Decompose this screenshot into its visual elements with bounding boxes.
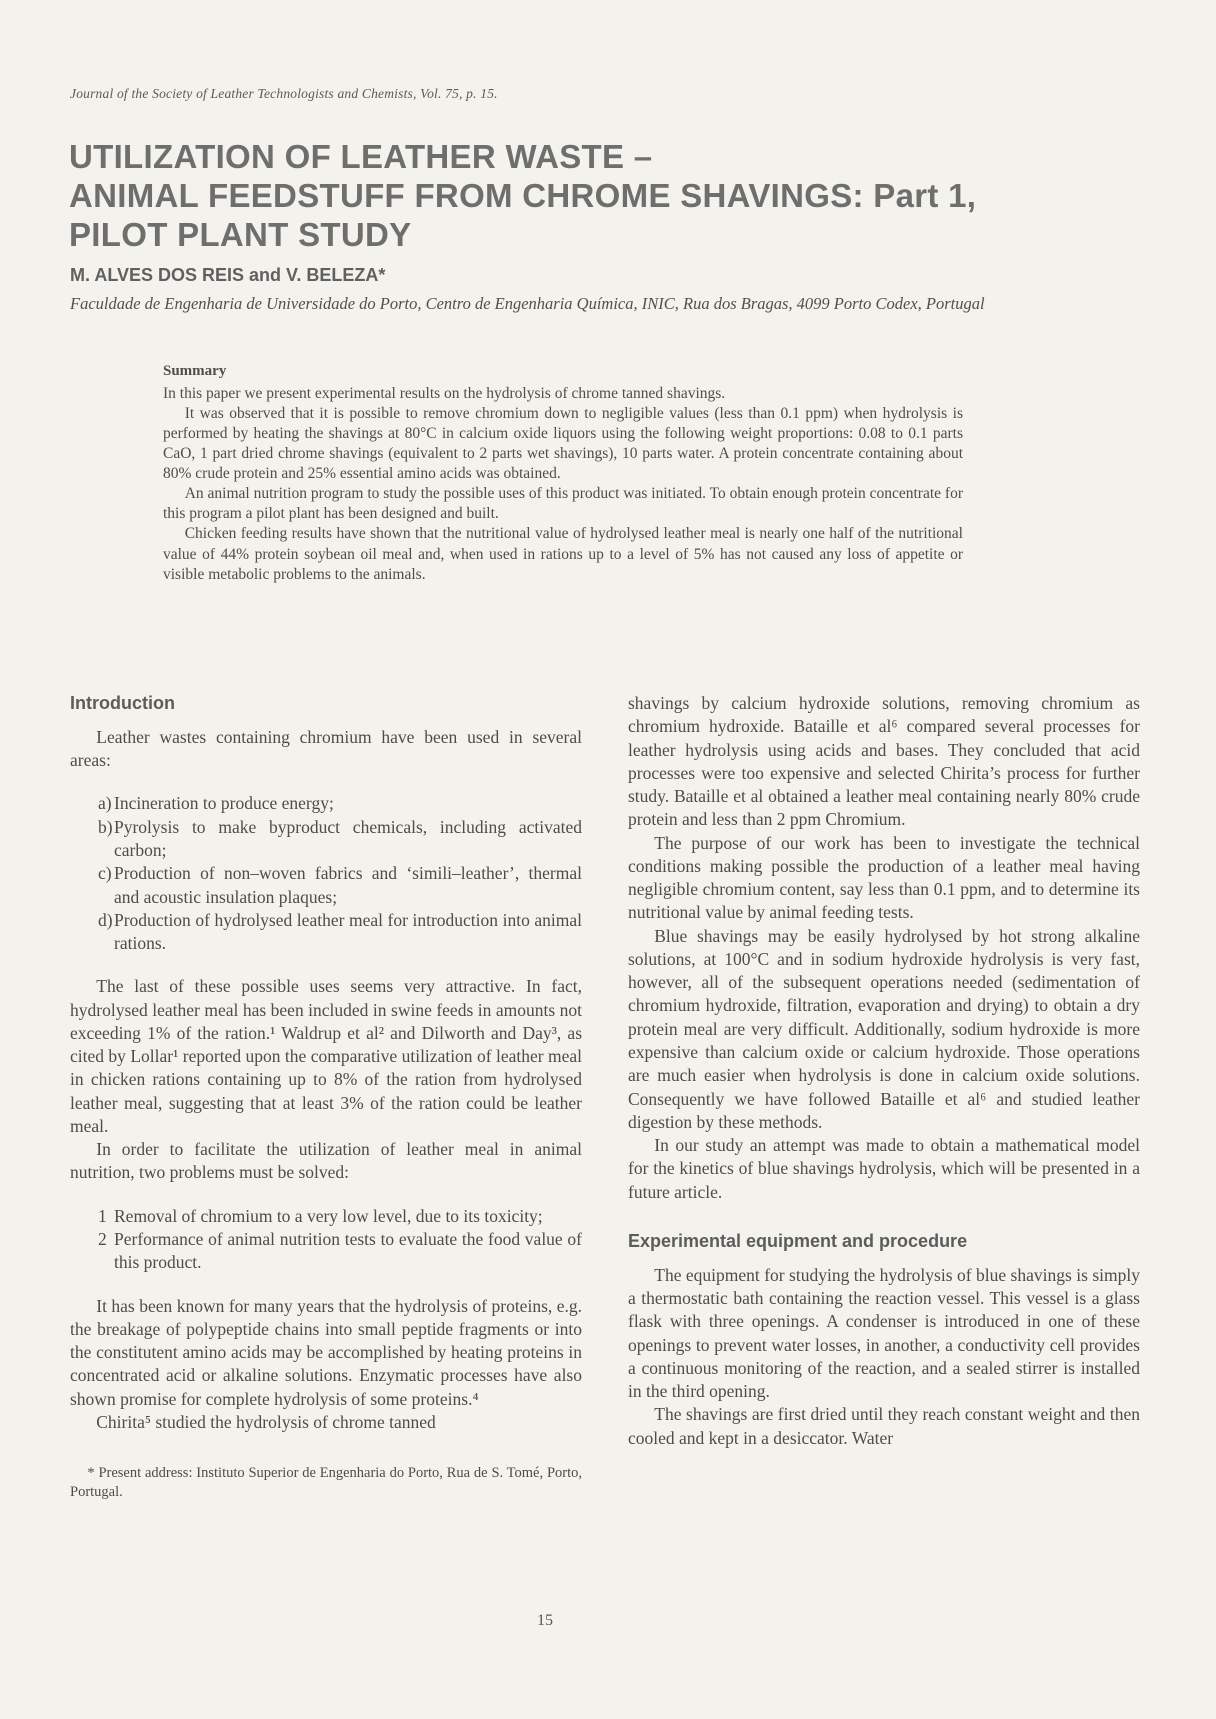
list-item xyxy=(70,816,582,863)
list-item xyxy=(70,862,582,909)
summary-section xyxy=(163,362,963,585)
list-item-label: a) xyxy=(98,793,112,814)
summary-paragraph: It was observed that it is possible to remove chromium down to negligible values (less than 0.1 ppm) when hydrolysis is performed by heating the shavings at 80°C in calcium oxide liquors using the following weight proportions: 0.08 to 0.1 parts CaO, 1 part dried chrome shavings (equivalent to 2 parts wet shavings), 10 parts water. A protein concentrate containing about 80% crude protein and 25% essential amino acids was obtained. xyxy=(163,404,963,483)
body-paragraph: The last of these possible uses seems very attractive. In fact, hydrolysed leather meal has been included in swine feeds in amounts not exceeding 1% of the ration.¹ Waldrup et al² and Dilworth and Day³, as cited by Lollar¹ reported upon the comparative utilization of leather meal in chicken rations containing up to 8% of the ration from hydrolysed leather meal, suggesting that at least 3% of the ration could be leather meal. xyxy=(70,976,582,1136)
body-paragraph: In order to facilitate the utilization of leather meal in animal nutrition, two problems must be solved: xyxy=(70,1139,582,1183)
right-column xyxy=(628,692,1140,1502)
page-number: 15 xyxy=(537,1612,553,1629)
list-item-text: Production of hydrolysed leather meal for introduction into animal rations. xyxy=(114,909,582,954)
summary-paragraph: In this paper we present experimental results on the hydrolysis of chrome tanned shavings. xyxy=(163,384,726,402)
body-paragraph: Chirita⁵ studied the hydrolysis of chrome tanned xyxy=(96,1411,436,1432)
affiliation-line: Faculdade de Engenharia de Universidade do Porto, Centro de Engenharia Química, INIC, Rua dos Bragas, 4099 Porto Codex, Portugal xyxy=(70,294,985,313)
body-paragraph: The purpose of our work has been to investigate the technical conditions making possible the production of a leather meal having negligible chromium content, say less than 0.1 ppm, and to determine its nutritional value by animal feeding tests. xyxy=(628,832,1140,923)
list-item-text: Performance of animal nutrition tests to evaluate the food value of this product. xyxy=(114,1228,582,1273)
summary-paragraph: An animal nutrition program to study the possible uses of this product was initiated. To obtain enough protein concentrate for this program a pilot plant has been designed and built. xyxy=(163,485,963,523)
areas-list xyxy=(70,792,582,955)
left-column xyxy=(70,692,582,1502)
body-paragraph: Leather wastes containing chromium have been used in several areas: xyxy=(70,726,582,771)
experimental-heading: Experimental equipment and procedure xyxy=(628,1230,968,1251)
list-item xyxy=(70,909,582,956)
body-paragraph: It has been known for many years that the hydrolysis of proteins, e.g. the breakage of polypeptide chains into small peptide fragments or into the constitutent amino acids may be accomplished by heating proteins in concentrated acid or alkaline solutions. Enzymatic processes have also shown promise for complete hydrolysis of some proteins.⁴ xyxy=(70,1295,582,1409)
journal-citation: Journal of the Society of Leather Technologists and Chemists, Vol. 75, p. 15. xyxy=(70,86,498,101)
list-item xyxy=(70,1205,582,1228)
article-title xyxy=(69,138,1029,255)
body-paragraph: shavings by calcium hydroxide solutions, removing chromium as chromium hydroxide. Bataille et al⁶ compared several processes for leather hydrolysis using acids and bases. They concluded that acid processes were too expensive and selected Chirita’s process for further study. Bataille et al obtained a leather meal containing nearly 80% crude protein and less than 2 ppm Chromium. xyxy=(628,693,1140,830)
footnote xyxy=(70,1464,582,1502)
article-title-line3: PILOT PLANT STUDY xyxy=(69,215,412,253)
list-item-label: 2 xyxy=(98,1228,107,1249)
summary-heading: Summary xyxy=(163,363,227,379)
article-title-line2: ANIMAL FEEDSTUFF FROM CHROME SHAVINGS: Part 1, xyxy=(69,176,977,214)
list-item xyxy=(70,1228,582,1275)
summary-paragraph: Chicken feeding results have shown that the nutritional value of hydrolysed leather meal is nearly one half of the nutritional value of 44% protein soybean oil meal and, when used in rations up to a level of 5% has not caused any loss of appetite or visible metabolic problems to the animals. xyxy=(163,525,963,583)
list-item-label: d) xyxy=(98,909,113,930)
authors-line: M. ALVES DOS REIS and V. BELEZA* xyxy=(70,265,386,285)
footnote-text: * Present address: Instituto Superior de Engenharia do Porto, Rua de S. Tomé, Porto, Portugal. xyxy=(70,1465,582,1501)
article-title-line1: UTILIZATION OF LEATHER WASTE – xyxy=(69,138,653,175)
list-item-text: Incineration to produce energy; xyxy=(114,793,334,814)
introduction-heading: Introduction xyxy=(70,693,175,713)
list-item-label: b) xyxy=(98,816,113,837)
two-column-body xyxy=(70,692,1140,1502)
body-paragraph: In our study an attempt was made to obtain a mathematical model for the kinetics of blue shavings hydrolysis, which will be presented in a future article. xyxy=(628,1135,1140,1202)
list-item-text: Pyrolysis to make byproduct chemicals, including activated carbon; xyxy=(114,816,582,860)
list-item-text: Production of non–woven fabrics and ‘simili–leather’, thermal and acoustic insulation plaques; xyxy=(114,863,582,907)
list-item-label: c) xyxy=(98,863,112,884)
body-paragraph: The shavings are first dried until they reach constant weight and then cooled and kept in a desiccator. Water xyxy=(628,1404,1140,1448)
body-paragraph: The equipment for studying the hydrolysis of blue shavings is simply a thermostatic bath containing the reaction vessel. This vessel is a glass flask with three openings. A condenser is introduced in one of these openings to prevent water losses, in another, a conductivity cell provides a continuous monitoring of the reaction, and a sealed stirrer is installed in the third opening. xyxy=(628,1264,1140,1402)
problems-list xyxy=(70,1205,582,1275)
list-item-label: 1 xyxy=(98,1205,107,1226)
list-item xyxy=(70,792,582,815)
body-paragraph: Blue shavings may be easily hydrolysed by hot strong alkaline solutions, at 100°C and in sodium hydroxide hydrolysis is very fast, however, all of the subsequent operations needed (sedimentation of chromium hydroxide, filtration, evaporation and drying) to obtain a dry protein meal are very difficult. Additionally, sodium hydroxide is more expensive than calcium oxide or calcium hydroxide. Those operations are much easier when hydrolysis is done in calcium oxide solutions. Consequently we have followed Bataille et al⁶ and studied leather digestion by these methods. xyxy=(628,925,1140,1132)
list-item-text: Removal of chromium to a very low level, due to its toxicity; xyxy=(114,1205,543,1226)
